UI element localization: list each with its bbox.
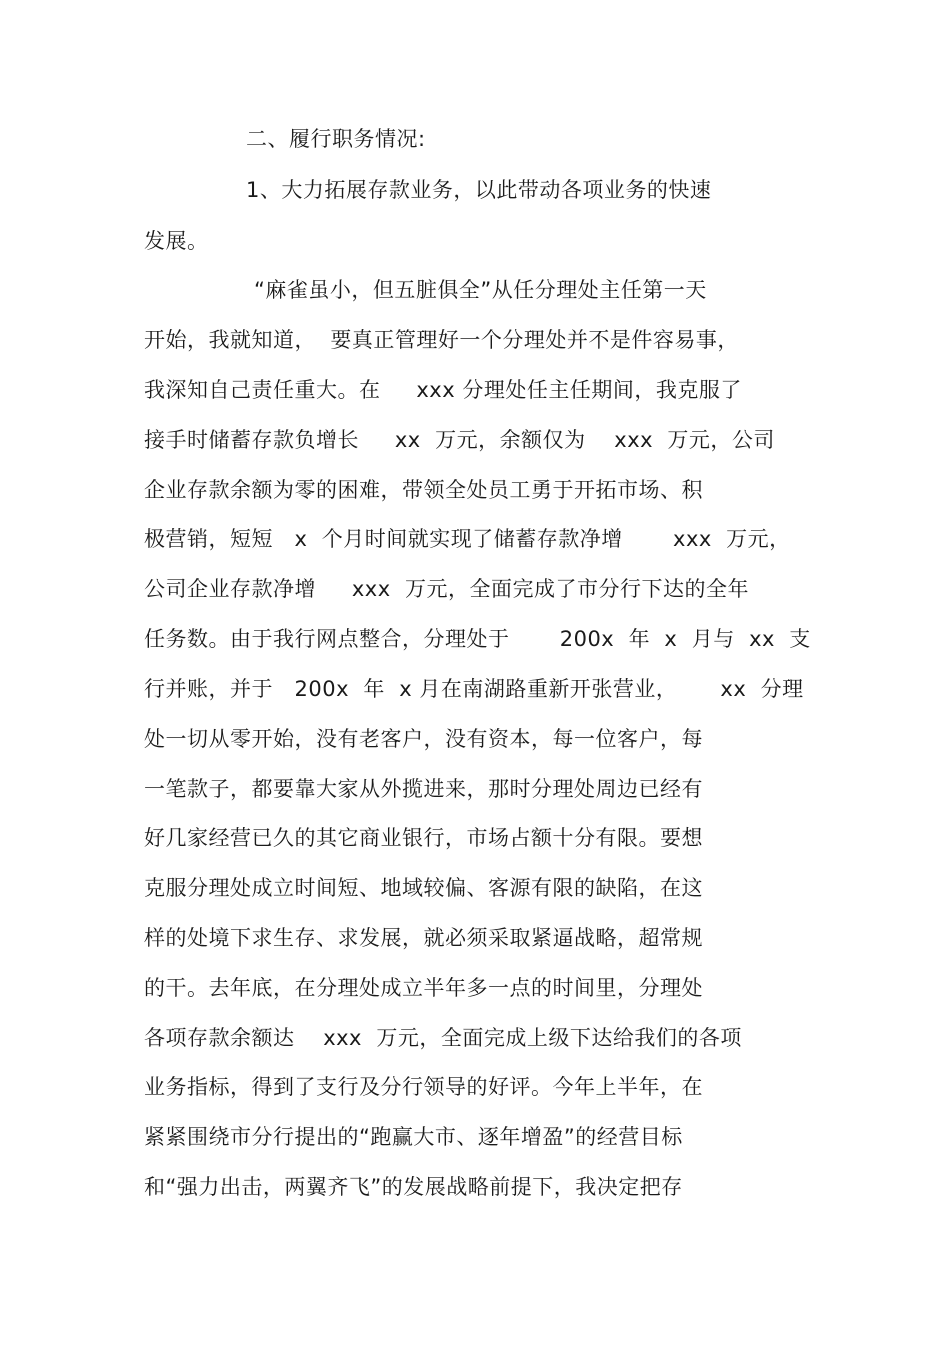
text-line: 样的处境下求生存、求发展，就必须采取紧逼战略，超常规 (144, 926, 703, 950)
text-line: 处一切从零开始，没有老客户，没有资本，每一位客户，每 (144, 727, 703, 751)
text-line: 各项存款余额达 xxx 万元，全面完成上级下达给我们的各项 (144, 1026, 742, 1050)
text-line: 公司企业存款净增 xxx 万元，全面完成了市分行下达的全年 (144, 577, 750, 601)
text-line: 一笔款子，都要靠大家从外揽进来，那时分理处周边已经有 (144, 777, 703, 801)
text-line: 接手时储蓄存款负增长 xx 万元，余额仅为 xxx 万元，公司 (144, 428, 775, 452)
text-line: 和“强力出击，两翼齐飞”的发展战略前提下，我决定把存 (144, 1175, 683, 1199)
text-line: 紧紧围绕市分行提出的“跑赢大市、逐年增盈”的经营目标 (144, 1125, 683, 1149)
text-line: 开始，我就知道， 要真正管理好一个分理处并不是件容易事， (144, 328, 739, 352)
text-line: “麻雀虽小，但五脏俱全”从任分理处主任第一天 (254, 278, 707, 302)
text-line: 发展。 (144, 229, 209, 253)
text-line: 克服分理处成立时间短、地域较偏、客源有限的缺陷，在这 (144, 876, 703, 900)
text-line: 好几家经营已久的其它商业银行，市场占额十分有限。要想 (144, 826, 703, 850)
text-line: 任务数。由于我行网点整合，分理处于 200x 年 x 月与 xx 支 (144, 627, 811, 651)
section-heading: 二、履行职务情况: (246, 127, 426, 151)
text-line: 业务指标，得到了支行及分行领导的好评。今年上半年，在 (144, 1075, 703, 1099)
text-line: 企业存款余额为零的困难，带领全处员工勇于开拓市场、积 (144, 478, 703, 502)
text-line: 行并账，并于 200x 年 x 月在南湖路重新开张营业， xx 分理 (144, 677, 804, 701)
text-line: 的干。去年底，在分理处成立半年多一点的时间里，分理处 (144, 976, 703, 1000)
text-line: 极营销，短短 x 个月时间就实现了储蓄存款净增 xxx 万元， (144, 527, 791, 551)
text-line: 我深知自己责任重大。在 xxx 分理处任主任期间，我克服了 (144, 378, 742, 402)
subsection-heading: 1、大力拓展存款业务，以此带动各项业务的快速 (246, 178, 712, 202)
